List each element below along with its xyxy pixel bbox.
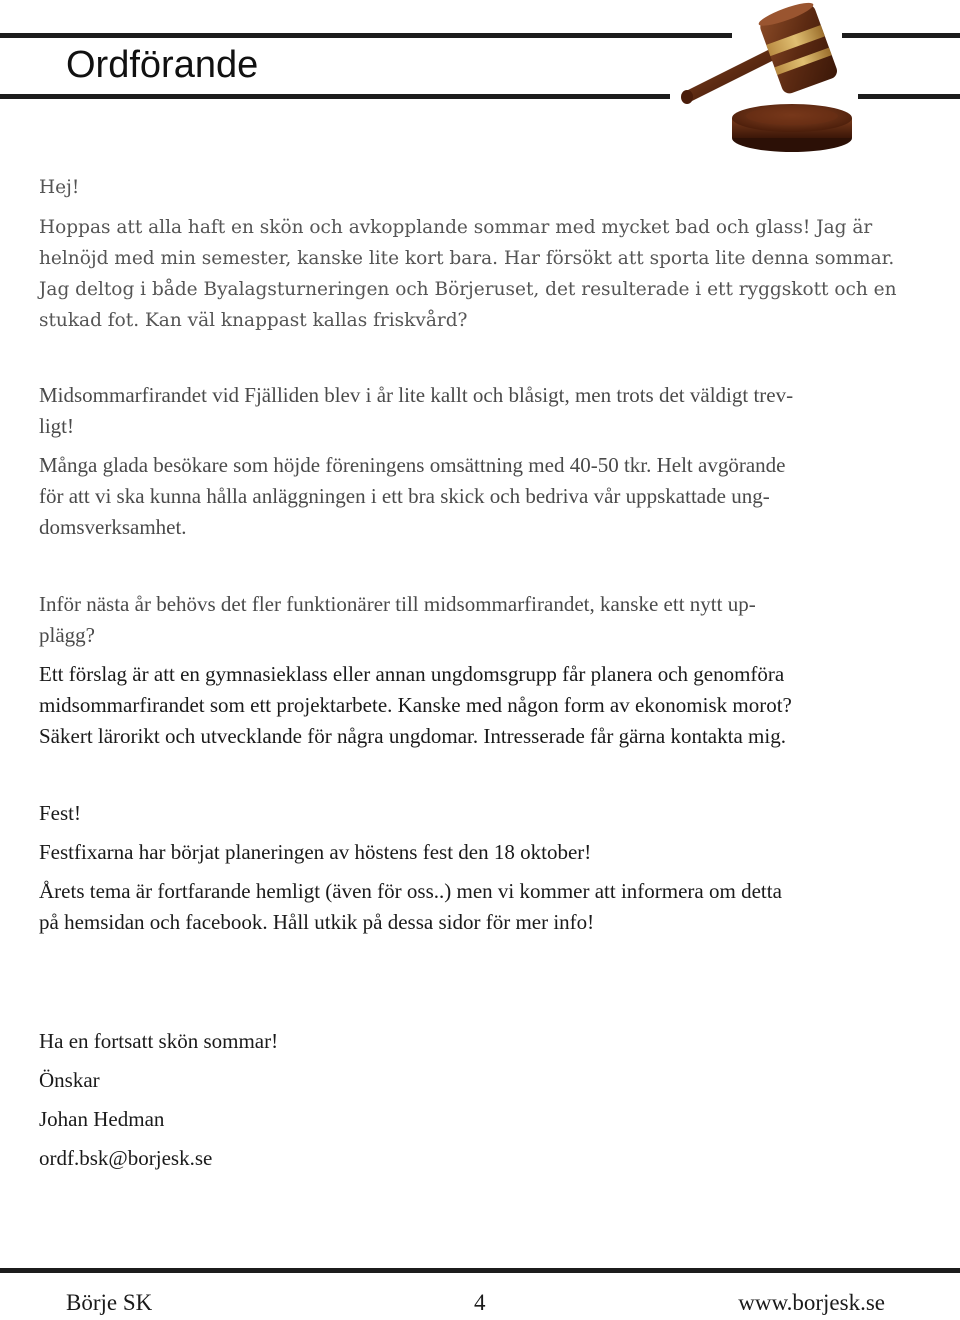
paragraph-line: Jag deltog i både Byalagsturneringen och Börjeruset, det resulterade i ett ryggskott och en bbox=[39, 279, 897, 300]
header-rule-bottom bbox=[0, 94, 670, 99]
header-rule-top bbox=[0, 33, 732, 38]
paragraph-line: domsverksamhet. bbox=[39, 515, 187, 539]
page-number: 4 bbox=[474, 1290, 486, 1315]
paragraph-line: Midsommarfirandet vid Fjälliden blev i år lite kallt och blåsigt, men trots det väldigt trev- bbox=[39, 383, 794, 407]
footer-website: www.borjesk.se bbox=[738, 1290, 885, 1315]
paragraph-line: ligt! bbox=[39, 414, 74, 438]
paragraph-line: Inför nästa år behövs det fler funktionärer till midsommarfirandet, kanske ett nytt up- bbox=[39, 592, 756, 616]
paragraph-line: för att vi ska kunna hålla anläggningen i ett bra skick och bedriva vår uppskattade ung- bbox=[39, 484, 770, 508]
letter-body bbox=[39, 172, 931, 1174]
paragraph-line: midsommarfirandet som ett projektarbete. Kanske med någon form av ekonomisk morot? bbox=[39, 693, 792, 717]
footer-rule bbox=[0, 1268, 960, 1273]
paragraph-line: Många glada besökare som höjde föreningens omsättning med 40-50 tkr. Helt avgörande bbox=[39, 453, 786, 477]
wishes-line: Önskar bbox=[39, 1068, 100, 1092]
paragraph-line: plägg? bbox=[39, 623, 95, 647]
paragraph-line: helnöjd med min semester, kanske lite kort bara. Har försökt att sporta lite denna sommar. bbox=[39, 248, 895, 269]
intro-section bbox=[39, 172, 931, 336]
paragraph-line: Hoppas att alla haft en skön och avkopplande sommar med mycket bad och glass! Jag är bbox=[39, 217, 873, 238]
header-rule-bottom-right bbox=[858, 94, 960, 99]
proposal-section bbox=[39, 659, 931, 752]
page-title: Ordförande bbox=[66, 44, 259, 86]
greeting: Hej! bbox=[39, 177, 80, 198]
email-address: ordf.bsk@borjesk.se bbox=[39, 1146, 213, 1170]
signature-name: Johan Hedman bbox=[39, 1107, 165, 1131]
party-section bbox=[39, 798, 931, 938]
paragraph-line: Festfixarna har börjat planeringen av höstens fest den 18 oktober! bbox=[39, 840, 592, 864]
party-heading: Fest! bbox=[39, 801, 81, 825]
midsummer-section bbox=[39, 380, 931, 543]
paragraph-line: på hemsidan och facebook. Håll utkik på dessa sidor för mer info! bbox=[39, 910, 595, 934]
paragraph-line: Ett förslag är att en gymnasieklass eller annan ungdomsgrupp får planera och genomföra bbox=[39, 662, 785, 686]
footer-club-name: Börje SK bbox=[66, 1290, 153, 1315]
gavel-icon bbox=[674, 0, 860, 158]
paragraph-line: Säkert lärorikt och utvecklande för några ungdomar. Intresserade får gärna kontakta mig. bbox=[39, 724, 786, 748]
signoff-section bbox=[39, 1026, 931, 1174]
next-year-section bbox=[39, 589, 931, 651]
page-footer bbox=[0, 1286, 960, 1320]
closing-line: Ha en fortsatt skön sommar! bbox=[39, 1029, 279, 1053]
paragraph-line: stukad fot. Kan väl knappast kallas friskvård? bbox=[39, 310, 468, 331]
paragraph-line: Årets tema är fortfarande hemligt (även för oss..) men vi kommer att informera om detta bbox=[39, 879, 782, 903]
